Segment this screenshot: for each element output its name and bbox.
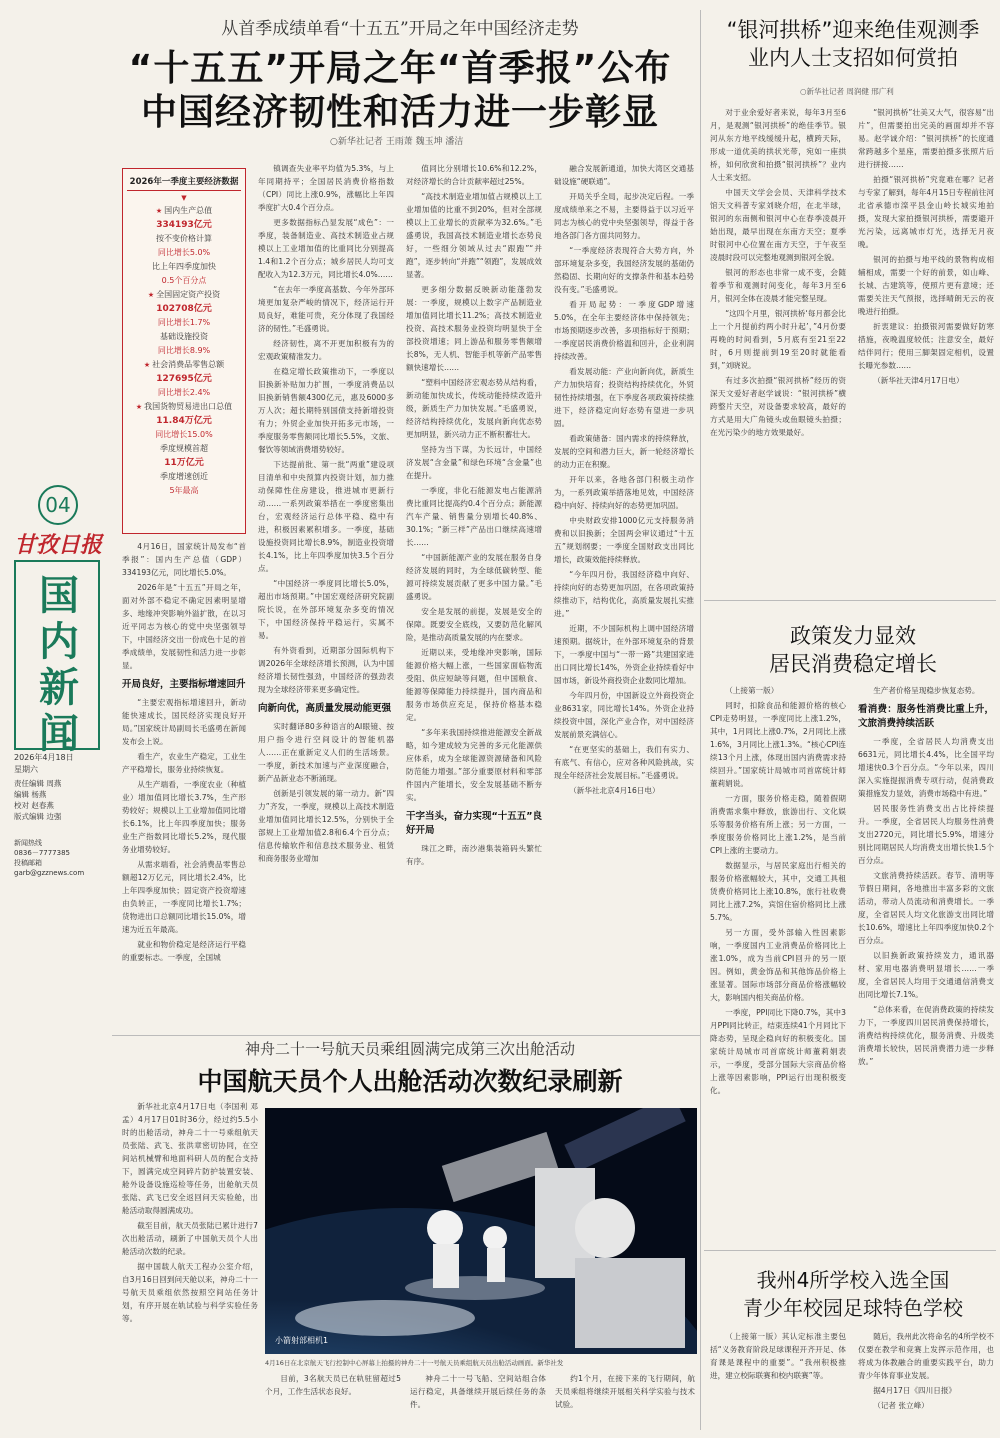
- data-box-item: 5年最高: [169, 486, 199, 495]
- milky-way-headline-line-1: “银河拱桥”迎来绝佳观测季: [726, 18, 980, 42]
- football-school-headline-line-1: 我州4所学校入选全国: [756, 1268, 950, 1292]
- paragraph: 对于业余爱好者来说，每年3月至6月，是观测“银河拱桥”的绝佳季节。银河从东方地平线缓缓升起，横跨天际，形成一道优美的拱状光带，宛如一座拱桥，如何欣赏和拍摄“银河拱桥”？业内人士来支招。: [710, 108, 846, 182]
- credit-line: 编辑 杨燕: [14, 790, 47, 799]
- issue-date-block: [14, 752, 74, 776]
- column-divider: [700, 10, 701, 1430]
- data-box-item: 同比增长1.7%: [157, 318, 211, 327]
- editor-credits: [14, 778, 61, 822]
- credit-line: 版式编辑 边强: [14, 812, 62, 821]
- paragraph: 据中国载人航天工程办公室介绍，自3月16日回到问天舱以来，神舟二十一号航天员乘组依然按照空间站任务计划，有序开展在轨试验与科学实验任务等。: [122, 1262, 258, 1323]
- paragraph: 坚持为当下谋，为长远计，中国经济发展“含金量”和绿色环境“含金量”也在提升。: [406, 445, 542, 480]
- paragraph: 从需求端看，社会消费品零售总额超12万亿元，同比增长2.4%，比上年四季度加快；固定资产投资增速由负转正，一季度同比增长1.7%；货物进出口总额同比增长15.0%，增速为近五年最高。: [122, 860, 246, 934]
- data-box-item: 基础设施投资: [160, 332, 208, 341]
- issue-date: 2026年4月18日: [14, 753, 74, 762]
- football-school-column-1: [710, 1330, 846, 1430]
- paragraph: “在去年一季度高基数、今年外部环境更加复杂严峻的情况下，经济运行开局良好，难能可贵，充分体现了我国经济的韧性。”毛盛勇说。: [258, 285, 394, 333]
- newspaper-logo: 甘孜日报: [14, 532, 103, 558]
- paragraph: 另一方面，受外部输入性因素影响，一季度国内工业消费品价格同比上涨1.0%，成为当前CPI回升的另一原因。例如，黄金饰品和其他饰品价格上涨显著。国际市场部分商品价格涨幅较大，影响国内相关商品价格。: [710, 928, 846, 1002]
- paragraph: 看生产，农业生产稳定，工业生产平稳增长，服务业持续恢复。: [122, 752, 246, 774]
- subheading: 开局良好，主要指标增速回升: [122, 679, 246, 690]
- economic-data-box: [122, 168, 246, 534]
- spacewalk-column-3: [410, 1372, 546, 1430]
- paragraph: “一季度经济表现符合大势方向，外部环境复杂多变，我国经济发展的基础仍然稳固、长期向好的支撑条件和基本趋势没有变。”毛盛勇说。: [554, 246, 694, 294]
- data-box-item: 按不变价格计算: [156, 234, 212, 243]
- paragraph: 近期，不少国际机构上调中国经济增速预期。据统计，在外部环境复杂的背景下，一季度中国与“一带一路”共建国家进出口同比增长14%，外资企业持续看好中国市场，新设外商投资企业数同比增加。: [554, 624, 694, 685]
- section-char: 闻: [39, 710, 79, 757]
- data-box-item: ★ 国内生产总值: [127, 204, 241, 218]
- paragraph: “主要宏观指标增速回升，新动能快速成长，国民经济实现良好开局。”国家统计局副局长毛盛勇在新闻发布会上说。: [122, 698, 246, 746]
- photo-overlay-label: 小箭射部相机1: [275, 1336, 329, 1345]
- main-byline: ○新华社记者 王雨萧 魏玉坤 潘洁: [330, 137, 464, 147]
- paragraph: 目前，3名航天员已在轨驻留超过5个月，工作生活状态良好。: [265, 1374, 401, 1396]
- milky-way-byline: ○新华社记者 周润健 邢广利: [800, 87, 894, 96]
- paragraph: 在稳定增长政策推动下，一季度以旧换新补贴加力扩围，一季度消费品以旧换新销售额4300亿元，惠及6000多万人次；超长期特别国债支持新增投资有力；外贸企业加快开拓多元市场，一季度服务零售额同比增长5.5%，文旅、餐饮等领域消费增势较好。: [258, 367, 394, 454]
- paragraph: “中国新能源产业的发展在服务自身经济发展的同时，为全球低碳转型、能源可持续发展贡献了更多中国力量。”毛盛勇说。: [406, 553, 542, 601]
- paragraph: 融合发展新通道，加快大湾区交通基础设施“硬联通”。: [554, 164, 694, 186]
- main-kicker: 从首季成绩单看“十五五”开局之年中国经济走势: [221, 19, 579, 39]
- paragraph: 今年四月份，中国新设立外商投资企业8631家，同比增长14%。外资企业持续投资中国，深化产业合作，对中国经济发展前景充满信心。: [554, 691, 694, 739]
- paragraph: 神舟二十一号飞船、空间站组合体运行稳定，具备继续开展后续任务的条件。: [410, 1374, 546, 1409]
- data-box-item: 11.84万亿元: [156, 416, 212, 426]
- subheading: 看消费：服务性消费比重上升，文旅消费持续活跃: [858, 704, 994, 729]
- credit-line: 校对 赵春燕: [14, 801, 54, 810]
- paragraph: 看发展动能：产业向新向优，新质生产力加快培育；投资结构持续优化，外贸韧性持续增强，在下季度各项政策持续推进下，经济稳定向好态势有望进一步巩固。: [554, 367, 694, 428]
- paragraph: （新华社北京4月16日电）: [569, 786, 660, 795]
- issue-weekday: 星期六: [14, 765, 38, 774]
- paragraph: 一方面，服务价格走稳，随着假期消费需求集中释放，旅游出行、文化娱乐等服务价格有所上涨；另一方面，一季度服务价格同比上涨1.2%，是当前CPI上涨的主要动力。: [710, 794, 846, 855]
- data-box-item: 季度增速创近: [160, 472, 208, 481]
- contact-hotline: 0836－7777385: [14, 849, 70, 857]
- paragraph: 2026年是“十五五”开局之年，面对外部不稳定不确定因素明显增多、地缘冲突影响外溢扩散，在以习近平同志为核心的党中央坚强领导下，中国经济交出一份成色十足的首季成绩单，发展韧性和活力进一步彰显。: [122, 583, 246, 670]
- paragraph: 镇调查失业率平均值为5.3%，与上年同期持平；全国居民消费价格指数（CPI）同比上涨0.9%，涨幅比上年四季度扩大0.4个百分点。: [258, 164, 394, 212]
- data-box-item: 同比增长5.0%: [157, 248, 211, 257]
- data-box-item: 同比增长15.0%: [155, 430, 213, 439]
- paragraph: 开局关乎全局，起步决定后程。一季度成绩单来之不易，主要得益于以习近平同志为核心的党中央坚强领导，得益于各地各部门各方面共同努力。: [554, 192, 694, 240]
- paragraph: “总体来看，在促消费政策的持续发力下，一季度四川居民消费保持增长，消费结构持续优化，服务消费、升级类消费增长较快，居民消费潜力进一步释放。”: [858, 1005, 994, 1066]
- section-char: 国: [39, 572, 79, 619]
- subheading: 向新向优，高质量发展动能更强: [258, 703, 392, 714]
- paragraph: “多年来我国持续推进能源安全新战略，如今建成较为完善的多元化能源供应体系，成为全球能源资源储备和风险防范能力增强。”部分重要原材料和零部件国内产能增长，安全发展基础不断夯实。: [406, 728, 542, 802]
- paragraph: 看政策储备：国内需求的持续释放，发展的空间和潜力巨大，新一轮经济增长的动力正在积聚。: [554, 434, 694, 469]
- main-headline-line-2: 中国经济韧性和活力进一步彰显: [140, 92, 659, 133]
- paragraph: “今年四月份，我国经济稳中向好、持续向好的态势更加巩固，在各项政策持续推动下，结构优化，高质量发展扎实推进。”: [554, 570, 694, 618]
- paragraph: 有过多次拍摄“银河拱桥”经历的资深天文爱好者赵学诚说：“银河拱桥”横跨整片天空，对设备要求较高，最好的方式是用大广角镜头或鱼眼镜头拍摄；在光污染少的地方效果最好。: [710, 376, 846, 437]
- main-headline-line-1: “十五五”开局之年“首季报”公布: [128, 48, 672, 89]
- down-arrow-icon: ▼: [181, 194, 187, 202]
- spacewalk-photo: [265, 1108, 697, 1354]
- paragraph: 中国天文学会会员、天津科学技术馆天文科普专家刘晓介绍，在北半球，银河的东南侧和银河中心在春季凌晨开始出现，最早出现在东南方天空；夏季时银河中心位置在南方天空，于午夜至凌晨时段可以完整地观测到银河全貌。: [710, 188, 846, 262]
- data-box-item: 127695亿元: [156, 374, 212, 384]
- paragraph: 居民服务性消费支出占比持续提升。一季度，全省居民人均服务性消费支出2720元，同比增长5.9%，增速分别比同期居民人均消费支出增长快1.5个百分点。: [858, 804, 994, 865]
- paragraph: 一季度，非化石能源发电占能源消费比重同比提高约0.4个百分点；新能源汽车产量、销售量分别增长40.8%、30.1%；“新三样”产品出口继续高速增长……: [406, 486, 542, 547]
- paragraph: 珠江之畔，南沙港集装箱码头繁忙有序。: [406, 844, 542, 866]
- main-article-column-3: [406, 162, 542, 1035]
- paragraph: 约1个月，在接下来的飞行期间，航天员乘组将继续开展相关科学实验与技术试验。: [555, 1374, 695, 1409]
- paragraph: 一季度，全省居民人均消费支出6631元，同比增长4.4%，比全国平均增速快0.3个百分点。“今年以来，四川深入实施提振消费专项行动，促消费政策措施发力显效，消费市场稳中有进。”: [858, 737, 994, 798]
- data-box-items: [127, 204, 241, 498]
- spacewalk-kicker: 神舟二十一号航天员乘组圆满完成第三次出舱活动: [244, 1040, 575, 1058]
- paragraph: 下达提前批、第一批“两重”建设项目清单和中央预算内投资计划，加力推动保障性住房建设，推进城市更新行动……一系列政策举措在一季度密集出台，宏观经济运行总体平稳、稳中有进，积极因素累积增多。一季度，基础设施投资同比增长8.9%，制造业投资增长4.1%，比上年四季度加快3.5个百分点。: [258, 460, 394, 573]
- data-box-item: 11万亿元: [164, 458, 204, 468]
- milky-way-column-1: [710, 106, 846, 594]
- paragraph: 更多细分数据反映新动能蓬勃发展：一季度，规模以上数字产品制造业增加值同比增长11.2%；高技术制造业投资、高技术服务业投资均明显快于全部投资增速；同上游品和服务零售额增长8%，无人机、智能手机等新产品零售额快速增长……: [406, 285, 542, 372]
- data-box-item: 0.5个百分点: [161, 276, 207, 285]
- paragraph: “银河拱桥”壮美又大气，很容易“出片”，但需要拍出完美的画面却并不容易。赵学诚介绍：“银河拱桥”的长度通常跨越多个星座，需要拍摄多张照片后进行拼接……: [858, 108, 994, 169]
- paragraph: 从生产端看，一季度农业（种植业）增加值同比增长3.7%，生产形势较好；规模以上工业增加值同比增长6.1%，比上年四季度加快；服务业生产指数同比增长5.2%，现代服务业增势较好。: [122, 780, 246, 854]
- data-box-item: 比上年四季度加快: [152, 262, 216, 271]
- paragraph: 折衷建议：拍摄银河需要做好防寒措施，夜晚温度较低；注意安全，最好结伴同行；使用三脚架固定相机，设置长曝光参数……: [858, 322, 994, 370]
- consumption-column-1: [710, 684, 846, 1244]
- paragraph: “这四个月里，银河拱桥‘每月都会比上一个月提前约两小时升起’，”4月份要再晚的时间看到，5月底有至21至22时，6月则提前到19至20时就能看到，”刘晓说。: [710, 309, 846, 370]
- paragraph: 值同比分别增长10.6%和12.2%，对经济增长的合计贡献率超过25%。: [406, 164, 542, 186]
- data-box-item: 334193亿元: [156, 220, 212, 230]
- consumption-headline-line-2: 居民消费稳定增长: [769, 652, 937, 676]
- photo-caption: 4月16日在北京航天飞行控制中心屏幕上拍摄的神舟二十一号航天员乘组航天员出舱活动画面。新华社发: [265, 1359, 564, 1367]
- spacewalk-headline: 中国航天员个人出舱活动次数纪录刷新: [197, 1067, 623, 1096]
- main-article-column-4: [554, 162, 694, 1035]
- data-box-item: ★ 我国货物贸易进出口总值: [127, 400, 241, 414]
- section-divider: [704, 600, 996, 601]
- football-school-headline-line-2: 青少年校园足球特色学校: [743, 1296, 963, 1320]
- paragraph: 以旧换新政策持续发力，通讯器材、家用电器消费明显增长……一季度，全省居民人均用于交通通信消费支出同比增长7.1%。: [858, 951, 994, 999]
- paragraph: “在更坚实的基础上，我们有实力、有底气、有信心，应对各种风险挑战，实现全年经济社会发展目标。”毛盛勇说。: [554, 745, 694, 780]
- paragraph: 同时，扣除食品和能源价格的核心CPI走势明显，一季度同比上涨1.2%，其中，1月同比上涨0.7%，2月同比上涨1.6%，3月同比上涨1.3%。“核心CPI连续13个月上涨，体现出国内消费需求持续回升。”国家统计局城市司首席统计师董莉娟说。: [710, 701, 846, 788]
- data-box-item: 102708亿元: [156, 304, 212, 314]
- paragraph: 开年以来，各地各部门积极主动作为，一系列政策举措落地见效，中国经济稳中向好、持续向好的态势更加巩固。: [554, 475, 694, 510]
- paragraph: “高技术制造业增加值占规模以上工业增加值的比重不到20%，但对全部规模以上工业增长的贡献率为32.6%。”毛盛勇说，我国高技术制造业增长态势良好，一些细分领域从过去“跟跑”“并跑”，逐步转向“并跑”“领跑”，发展成效显著。: [406, 192, 542, 279]
- paragraph: 随后，我州此次将命名的4所学校不仅要在教学和竞赛上发挥示范作用，也将成为体教融合的重要实践平台，助力青少年体育事业发展。: [858, 1332, 994, 1380]
- paragraph: 据4月17日《四川日报》: [873, 1386, 957, 1395]
- contact-email: garb@gzznews.com: [14, 869, 85, 877]
- data-box-title: 2026年一季度主要经济数据: [127, 175, 241, 191]
- paragraph: 近期以来，受地缘冲突影响，国际能源价格大幅上涨，一些国家面临物流受阻、供应短缺等问题，但中国粮食、能源等保障能力持续提升，国内商品和服务市场供应充足，保持价格基本稳定。: [406, 648, 542, 722]
- spacewalk-column-1: [122, 1100, 258, 1430]
- paragraph: “中国经济一季度同比增长5.0%，超出市场预期。”中国宏观经济研究院副院长说，在外部环境复杂多变的情况下，中国经济保持平稳运行，实属不易。: [258, 579, 394, 640]
- paragraph: 创新是引领发展的第一动力。新“四力”齐发，一季度，规模以上高技术制造业增加值同比增长12.5%，分别快于全部规上工业增加值2.8和6.4个百分点；信息传输软件和信息技术服务业、租赁和商务服务业增加: [258, 789, 394, 863]
- paragraph: 更多数据指标凸显发展“成色”：一季度，装备制造业、高技术制造业占规模以上工业增加值的比重同比分别提高1.4和1.2个百分点；城乡居民人均可支配收入为12.3万元，同比增长4.0%……: [258, 218, 394, 279]
- paragraph: 文旅消费持续活跃。春节、清明等节假日期间，各地推出丰富多彩的文旅活动，带动人员流动和消费增长。一季度，全省居民人均文化旅游支出同比增长10.6%，增速比上年四季度加快0.2个百分点。: [858, 871, 994, 945]
- data-box-item: 同比增长2.4%: [157, 388, 211, 397]
- section-divider: [112, 1035, 700, 1036]
- paragraph: 新华社北京4月17日电（李国利 邓孟）4月17日01时36分，经过约5.5小时的出舱活动，神舟二十一号乘组航天员张陆、武飞、张洪章密切协同，在空间站机械臂和地面科研人员的配合支持下，圆满完成空间碎片防护装置安装、舱外设备设施巡检等任务，出舱航天员张陆、武飞已安全返回问天实验舱，出舱活动取得圆满成功。: [122, 1102, 258, 1215]
- paragraph: 拍摄“银河拱桥”究竟难在哪？记者与专家了解到，每年4月15日专程前往河北省承德市滦平县金山岭长城实地拍摄，发现大家拍摄银河拱桥，需要避开光污染，远离城市灯光，选择无月夜晚。: [858, 175, 994, 249]
- paragraph: 实时翻译80多种语言的AI眼镜、按用户指令进行空间设计的智能机器人……正在重新定义人们的生活场景。一季度，新技术加速与产业深度融合，新产品新业态不断涌现。: [258, 722, 394, 783]
- subheading: 干字当头，奋力实现“十五五”良好开局: [406, 811, 542, 836]
- page-number-badge: 04: [38, 485, 78, 525]
- paragraph: （上接第一版）其认定标准主要包括“义务教育阶段足球课程开齐开足、体育课是课程中的重要”。“我州积极推进，建立校际联赛和校内联赛”等。: [710, 1332, 846, 1380]
- paragraph: 一季度，PPI同比下降0.7%，其中3月PPI同比转正，结束连续41个月同比下降态势，呈现企稳向好的积极变化。国家统计局城市司首席统计师董莉娟表示，一季度，受部分国际大宗商品价格上涨等因素影响，PPI运行出现积极变化。: [710, 1008, 846, 1095]
- paragraph: “塑料中国经济宏观态势从结构看，新动能加快成长，传统动能持续改造升级，新质生产力加快发展。”毛盛勇说，经济结构持续优化，发展向新向优态势更加明显，新兴动力正不断积蓄壮大。: [406, 378, 542, 439]
- main-article-column-2: [258, 162, 394, 1035]
- data-box-item: 季度规模首超: [160, 444, 208, 453]
- paragraph: 经济韧性，离不开更加积极有为的宏观政策精准发力。: [258, 339, 394, 361]
- paragraph: （新华社天津4月17日电）: [873, 376, 964, 385]
- paragraph: 生产者价格呈现稳步恢复态势。: [873, 686, 980, 695]
- paragraph: （记者 张立峰）: [873, 1401, 929, 1410]
- contact-block: [14, 838, 84, 878]
- milky-way-column-2: [858, 106, 994, 594]
- paragraph: （上接第一版）: [725, 686, 779, 695]
- main-article-column-1: [122, 540, 246, 1035]
- milky-way-headline-line-2: 业内人士支招如何赏拍: [748, 46, 958, 70]
- contact-email-label: 投稿邮箱: [14, 859, 42, 867]
- paragraph: 银河的拍摄与地平线的景物构成相辅相成，需要一个好的前景，如山峰、长城、古建筑等，使照片更有意境；还需要关注天气预报，选择晴朗无云的夜晚进行拍摄。: [858, 255, 994, 316]
- section-char: 新: [39, 664, 79, 711]
- paragraph: 截至目前，航天员张陆已累计进行7次出舱活动，刷新了中国航天员个人出舱活动次数的纪录。: [122, 1221, 258, 1256]
- paragraph: 4月16日，国家统计局发布“首季报”：国内生产总值（GDP）334193亿元，同比增长5.0%。: [122, 542, 246, 577]
- football-school-column-2: [858, 1330, 994, 1430]
- spacewalk-column-4: [555, 1372, 695, 1430]
- contact-hotline-label: 新闻热线: [14, 839, 42, 847]
- paragraph: 中央财政安排1000亿元支持服务消费和以旧换新；全国两会审议通过“十五五”规划纲要；一季度全国财政支出同比增长，政策效能持续释放。: [554, 516, 694, 564]
- paragraph: 银河的形态也非常一成不变，会随着季节和观测时间变化，每年3月至6月，银河全体在凌晨才能完整呈现。: [710, 268, 846, 303]
- section-divider: [704, 1250, 996, 1251]
- paragraph: 就业和物价稳定是经济运行平稳的重要标志。一季度，全国城: [122, 940, 246, 962]
- paragraph: 数据显示，与居民家庭出行相关的服务价格涨幅较大，其中，交通工具租赁费价格同比上涨10.8%，旅行社收费同比上涨7.2%，宾馆住宿价格同比上涨5.7%。: [710, 861, 846, 922]
- data-box-item: 同比增长8.9%: [157, 346, 211, 355]
- spacewalk-column-2: [265, 1372, 401, 1430]
- data-box-item: ★ 全国固定资产投资: [127, 288, 241, 302]
- paragraph: 有外资看到，近期部分国际机构下调2026年全球经济增长预测，认为中国经济增长韧性强劲，中国经济的强劲表现为全球经济带来更多确定性。: [258, 646, 394, 694]
- consumption-headline-line-1: 政策发力显效: [790, 624, 916, 648]
- paragraph: 安全是发展的前提，发展是安全的保障。既要安全底线，又要防范化解风险，是推动高质量发展的内在要求。: [406, 607, 542, 642]
- data-box-item: ★ 社会消费品零售总额: [127, 358, 241, 372]
- paragraph: 看开局起势：一季度GDP增速5.0%，在全年主要经济体中保持领先；市场预期逐步改善，多项指标好于预期；一季度居民消费价格温和回升，企业利润持续改善。: [554, 300, 694, 361]
- consumption-column-2: [858, 684, 994, 1244]
- section-name-box: [14, 560, 100, 757]
- section-char: 内: [39, 618, 79, 665]
- astronaut-spacewalk-image: [265, 1108, 697, 1354]
- credit-line: 责任编辑 周燕: [14, 779, 62, 788]
